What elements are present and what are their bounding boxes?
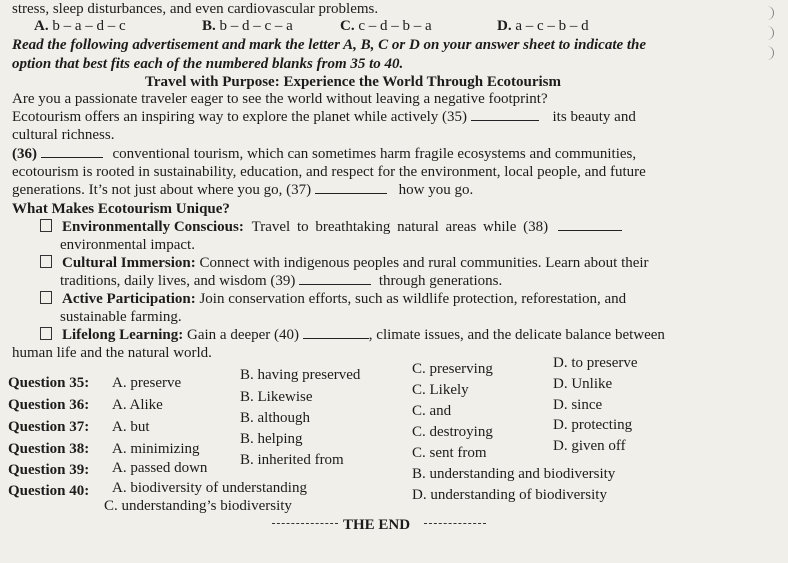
question-label: Question 37: bbox=[8, 419, 90, 435]
prev-option-b: B. b – d – c – a bbox=[202, 18, 293, 34]
checkbox-bullet-icon bbox=[40, 219, 52, 232]
option-c[interactable]: C. preserving bbox=[412, 361, 493, 377]
option-d[interactable]: D. given off bbox=[553, 438, 626, 454]
option-d[interactable]: D. protecting bbox=[553, 417, 633, 433]
blank-39 bbox=[299, 272, 371, 285]
bullet-environmental-cont: environmental impact. bbox=[60, 237, 195, 253]
page-edge-curl bbox=[765, 6, 774, 20]
prev-option-c: C. c – d – b – a bbox=[340, 18, 432, 34]
question-label: Question 35: bbox=[8, 375, 90, 391]
question-label: Question 39: bbox=[8, 462, 90, 478]
option-d[interactable]: D. understanding of biodiversity bbox=[412, 487, 607, 503]
bullet-lifelong: Lifelong Learning: Gain a deeper (40) , climate issues, and the delicate balance between bbox=[40, 326, 665, 344]
para-line-6: generations. It’s not just about where you go, (37) how you go. bbox=[12, 182, 474, 198]
page-edge-curl bbox=[765, 26, 774, 40]
option-a[interactable]: A. Alike bbox=[112, 397, 163, 413]
bullet-active-cont: sustainable farming. bbox=[60, 309, 182, 325]
page-edge-curl bbox=[765, 46, 774, 60]
option-b[interactable]: B. having preserved bbox=[240, 367, 361, 383]
end-divider-left bbox=[272, 523, 338, 524]
blank-38 bbox=[558, 218, 622, 231]
option-a[interactable]: A. minimizing bbox=[112, 441, 200, 457]
para-line-1: Are you a passionate traveler eager to see the world without leaving a negative footprint? bbox=[12, 91, 548, 107]
option-c[interactable]: C. destroying bbox=[412, 424, 493, 440]
para-line-5: ecotourism is rooted in sustainability, education, and respect for the environment, local people, and future bbox=[12, 164, 646, 180]
advert-title: Travel with Purpose: Experience the World Through Ecotourism bbox=[145, 74, 561, 90]
previous-text-line: stress, sleep disturbances, and even cardiovascular problems. bbox=[12, 1, 379, 17]
the-end-label: THE END bbox=[343, 517, 411, 533]
section-subheading: What Makes Ecotourism Unique? bbox=[12, 201, 230, 217]
option-d[interactable]: D. since bbox=[553, 397, 603, 413]
prev-option-d: D. a – c – b – d bbox=[497, 18, 589, 34]
option-c[interactable]: C. understanding’s biodiversity bbox=[104, 498, 292, 514]
bullet-lifelong-cont: human life and the natural world. bbox=[12, 345, 212, 361]
option-a[interactable]: A. passed down bbox=[112, 460, 208, 476]
para-line-3: cultural richness. bbox=[12, 127, 115, 143]
bullet-cultural: Cultural Immersion: Connect with indigenous peoples and rural communities. Learn about their bbox=[40, 254, 649, 272]
checkbox-bullet-icon bbox=[40, 327, 52, 340]
para-line-4: (36) conventional tourism, which can sometimes harm fragile ecosystems and communities, bbox=[12, 146, 637, 162]
option-d[interactable]: D. to preserve bbox=[553, 355, 638, 371]
blank-36 bbox=[41, 145, 103, 158]
option-b[interactable]: B. although bbox=[240, 410, 310, 426]
question-label: Question 40: bbox=[8, 483, 90, 499]
instruction-line-2: option that best fits each of the numbered blanks from 35 to 40. bbox=[12, 56, 404, 72]
question-label: Question 36: bbox=[8, 397, 90, 413]
para-line-2: Ecotourism offers an inspiring way to explore the planet while actively (35) its beauty and bbox=[12, 109, 636, 125]
option-a[interactable]: A. preserve bbox=[112, 375, 182, 391]
blank-35 bbox=[471, 108, 539, 121]
option-b[interactable]: B. Likewise bbox=[240, 389, 313, 405]
option-c[interactable]: C. sent from bbox=[412, 445, 487, 461]
checkbox-bullet-icon bbox=[40, 255, 52, 268]
prev-option-a: A. b – a – d – c bbox=[34, 18, 126, 34]
option-a[interactable]: A. biodiversity of understanding bbox=[112, 480, 307, 496]
question-label: Question 38: bbox=[8, 441, 90, 457]
blank-37 bbox=[315, 181, 387, 194]
option-c[interactable]: C. and bbox=[412, 403, 452, 419]
option-a[interactable]: A. but bbox=[112, 419, 150, 435]
bullet-environmental: Environmentally Conscious: Travel to breathtaking natural areas while (38) bbox=[40, 218, 622, 236]
bullet-active: Active Participation: Join conservation efforts, such as wildlife protection, reforestation, and bbox=[40, 290, 626, 308]
blank-40 bbox=[303, 326, 369, 339]
instruction-line-1: Read the following advertisement and mark the letter A, B, C or D on your answer sheet to indicate the bbox=[12, 37, 647, 53]
bullet-cultural-cont: traditions, daily lives, and wisdom (39) through generations. bbox=[60, 273, 503, 289]
option-b[interactable]: B. inherited from bbox=[240, 452, 344, 468]
option-c[interactable]: C. Likely bbox=[412, 382, 469, 398]
option-d[interactable]: D. Unlike bbox=[553, 376, 613, 392]
end-divider-right bbox=[424, 523, 486, 524]
option-b[interactable]: B. understanding and biodiversity bbox=[412, 466, 616, 482]
option-b[interactable]: B. helping bbox=[240, 431, 303, 447]
checkbox-bullet-icon bbox=[40, 291, 52, 304]
